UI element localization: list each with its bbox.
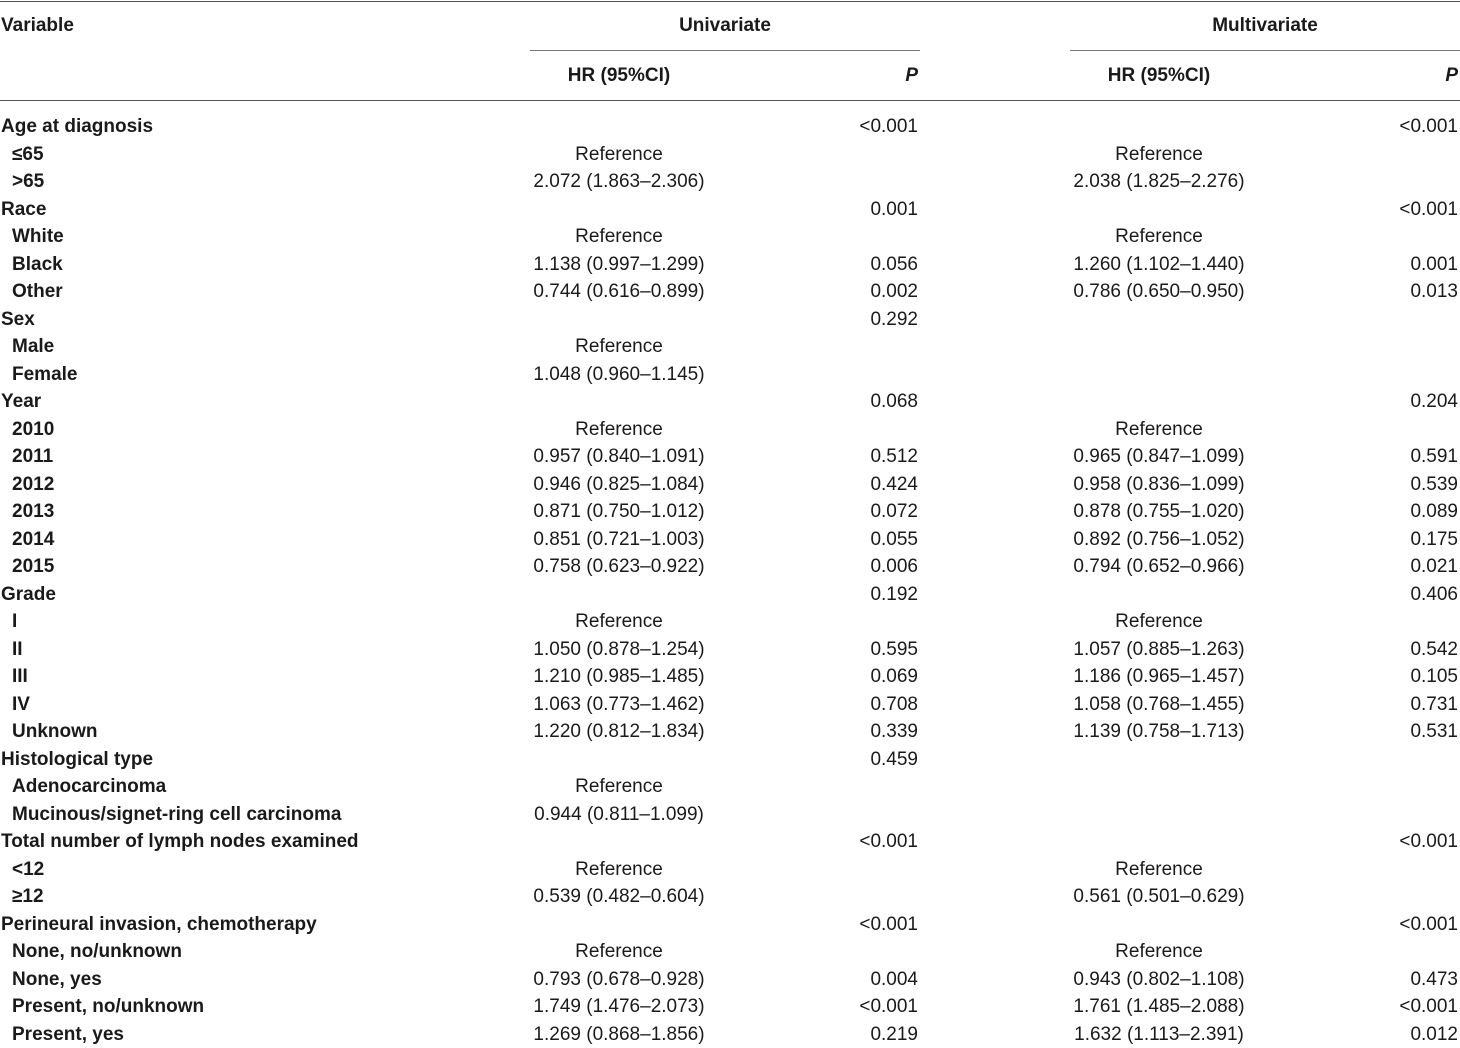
header-uni-p: P <box>905 65 918 87</box>
table-row <box>0 663 1460 691</box>
row-label: III <box>12 663 28 691</box>
univariate-group-rule <box>530 50 920 51</box>
univariate-hr-cell: Reference <box>530 856 708 884</box>
univariate-p-cell: 0.424 <box>870 471 918 499</box>
multivariate-hr-cell: 1.186 (0.965–1.457) <box>1070 663 1248 691</box>
multivariate-hr-cell: 0.943 (0.802–1.108) <box>1070 966 1248 994</box>
univariate-hr-cell: Reference <box>530 773 708 801</box>
multivariate-hr-cell: 0.878 (0.755–1.020) <box>1070 498 1248 526</box>
univariate-p-cell: 0.339 <box>870 718 918 746</box>
table-row <box>0 608 1460 636</box>
table-row <box>0 938 1460 966</box>
row-label: Total number of lymph nodes examined <box>1 828 359 856</box>
table-row <box>0 883 1460 911</box>
table-row <box>0 196 1460 224</box>
multivariate-hr-cell: Reference <box>1070 141 1248 169</box>
univariate-hr-cell: Reference <box>530 938 708 966</box>
univariate-hr-cell: 1.063 (0.773–1.462) <box>530 691 708 719</box>
row-label: ≥12 <box>12 883 44 911</box>
univariate-p-cell: 0.002 <box>870 278 918 306</box>
univariate-p-cell: 0.004 <box>870 966 918 994</box>
table-row <box>0 361 1460 389</box>
multivariate-p-cell: 0.204 <box>1410 388 1458 416</box>
multivariate-p-cell: 0.731 <box>1410 691 1458 719</box>
multivariate-p-cell: <0.001 <box>1399 828 1458 856</box>
row-label: II <box>12 636 23 664</box>
univariate-hr-cell: 1.269 (0.868–1.856) <box>530 1021 708 1048</box>
header-univariate: Univariate <box>530 15 920 37</box>
table-row <box>0 773 1460 801</box>
multivariate-hr-cell: Reference <box>1070 938 1248 966</box>
table-row <box>0 856 1460 884</box>
row-label: 2012 <box>12 471 54 499</box>
multivariate-p-cell: 0.089 <box>1410 498 1458 526</box>
univariate-hr-cell: 0.744 (0.616–0.899) <box>530 278 708 306</box>
univariate-p-cell: 0.292 <box>870 306 918 334</box>
row-label: None, yes <box>12 966 102 994</box>
multivariate-hr-cell: 0.965 (0.847–1.099) <box>1070 443 1248 471</box>
row-label: ≤65 <box>12 141 44 169</box>
row-label: Adenocarcinoma <box>12 773 166 801</box>
table-row <box>0 718 1460 746</box>
univariate-p-cell: 0.069 <box>870 663 918 691</box>
univariate-hr-cell: 0.851 (0.721–1.003) <box>530 526 708 554</box>
header-variable: Variable <box>1 15 74 37</box>
table-row <box>0 306 1460 334</box>
table-row <box>0 911 1460 939</box>
univariate-p-cell: <0.001 <box>859 993 918 1021</box>
multivariate-p-cell: 0.591 <box>1410 443 1458 471</box>
multivariate-p-cell: 0.542 <box>1410 636 1458 664</box>
univariate-hr-cell: 0.793 (0.678–0.928) <box>530 966 708 994</box>
table-top-rule <box>0 1 1460 2</box>
multivariate-hr-cell: Reference <box>1070 223 1248 251</box>
univariate-p-cell: 0.055 <box>870 526 918 554</box>
table-row <box>0 251 1460 279</box>
multivariate-group-rule <box>1070 50 1460 51</box>
row-label: Other <box>12 278 63 306</box>
univariate-p-cell: 0.459 <box>870 746 918 774</box>
row-label: 2010 <box>12 416 54 444</box>
table-row <box>0 993 1460 1021</box>
multivariate-hr-cell: 1.260 (1.102–1.440) <box>1070 251 1248 279</box>
univariate-hr-cell: 1.220 (0.812–1.834) <box>530 718 708 746</box>
table-row <box>0 746 1460 774</box>
header-multi-p: P <box>1445 65 1458 87</box>
univariate-hr-cell: 0.944 (0.811–1.099) <box>530 801 708 829</box>
multivariate-p-cell: 0.539 <box>1410 471 1458 499</box>
univariate-hr-cell: 2.072 (1.863–2.306) <box>530 168 708 196</box>
table-row <box>0 113 1460 141</box>
multivariate-p-cell: 0.531 <box>1410 718 1458 746</box>
univariate-hr-cell: Reference <box>530 223 708 251</box>
row-label: Histological type <box>1 746 153 774</box>
univariate-p-cell: <0.001 <box>859 828 918 856</box>
univariate-p-cell: <0.001 <box>859 113 918 141</box>
table-row <box>0 801 1460 829</box>
header-multi-hr: HR (95%CI) <box>1070 65 1248 87</box>
row-label: Male <box>12 333 54 361</box>
multivariate-hr-cell: 0.958 (0.836–1.099) <box>1070 471 1248 499</box>
table-row <box>0 388 1460 416</box>
multivariate-p-cell: <0.001 <box>1399 993 1458 1021</box>
univariate-hr-cell: Reference <box>530 608 708 636</box>
table-row <box>0 223 1460 251</box>
univariate-p-cell: 0.006 <box>870 553 918 581</box>
row-label: White <box>12 223 64 251</box>
multivariate-hr-cell: 1.058 (0.768–1.455) <box>1070 691 1248 719</box>
table-row <box>0 636 1460 664</box>
table-row <box>0 443 1460 471</box>
table-row <box>0 471 1460 499</box>
row-label: Female <box>12 361 77 389</box>
row-label: Grade <box>1 581 56 609</box>
row-label: <12 <box>12 856 44 884</box>
univariate-p-cell: 0.512 <box>870 443 918 471</box>
univariate-p-cell: 0.708 <box>870 691 918 719</box>
univariate-hr-cell: 1.050 (0.878–1.254) <box>530 636 708 664</box>
table-row <box>0 828 1460 856</box>
multivariate-hr-cell: 1.139 (0.758–1.713) <box>1070 718 1248 746</box>
univariate-hr-cell: 0.758 (0.623–0.922) <box>530 553 708 581</box>
row-label: Perineural invasion, chemotherapy <box>1 911 317 939</box>
multivariate-hr-cell: Reference <box>1070 416 1248 444</box>
header-uni-hr: HR (95%CI) <box>530 65 708 87</box>
multivariate-hr-cell: 2.038 (1.825–2.276) <box>1070 168 1248 196</box>
univariate-p-cell: <0.001 <box>859 911 918 939</box>
univariate-hr-cell: 0.871 (0.750–1.012) <box>530 498 708 526</box>
table-row <box>0 553 1460 581</box>
row-label: I <box>12 608 17 636</box>
multivariate-p-cell: <0.001 <box>1399 196 1458 224</box>
table-row <box>0 966 1460 994</box>
univariate-p-cell: 0.056 <box>870 251 918 279</box>
table-row <box>0 526 1460 554</box>
multivariate-p-cell: <0.001 <box>1399 911 1458 939</box>
multivariate-p-cell: <0.001 <box>1399 113 1458 141</box>
multivariate-p-cell: 0.013 <box>1410 278 1458 306</box>
multivariate-p-cell: 0.473 <box>1410 966 1458 994</box>
row-label: 2013 <box>12 498 54 526</box>
row-label: None, no/unknown <box>12 938 182 966</box>
table-row <box>0 141 1460 169</box>
row-label: Race <box>1 196 46 224</box>
univariate-p-cell: 0.001 <box>870 196 918 224</box>
table-row <box>0 498 1460 526</box>
univariate-hr-cell: 1.749 (1.476–2.073) <box>530 993 708 1021</box>
univariate-hr-cell: 0.946 (0.825–1.084) <box>530 471 708 499</box>
univariate-hr-cell: Reference <box>530 416 708 444</box>
multivariate-p-cell: 0.105 <box>1410 663 1458 691</box>
univariate-p-cell: 0.595 <box>870 636 918 664</box>
row-label: Present, no/unknown <box>12 993 204 1021</box>
multivariate-hr-cell: Reference <box>1070 856 1248 884</box>
multivariate-hr-cell: 1.057 (0.885–1.263) <box>1070 636 1248 664</box>
multivariate-p-cell: 0.175 <box>1410 526 1458 554</box>
header-multivariate: Multivariate <box>1070 15 1460 37</box>
row-label: 2014 <box>12 526 54 554</box>
multivariate-hr-cell: 0.786 (0.650–0.950) <box>1070 278 1248 306</box>
row-label: Present, yes <box>12 1021 124 1048</box>
row-label: IV <box>12 691 30 719</box>
multivariate-p-cell: 0.021 <box>1410 553 1458 581</box>
row-label: Year <box>1 388 41 416</box>
univariate-hr-cell: Reference <box>530 141 708 169</box>
multivariate-hr-cell: 1.761 (1.485–2.088) <box>1070 993 1248 1021</box>
row-label: >65 <box>12 168 44 196</box>
table-header-rule <box>0 100 1460 101</box>
univariate-hr-cell: 0.539 (0.482–0.604) <box>530 883 708 911</box>
multivariate-hr-cell: 0.794 (0.652–0.966) <box>1070 553 1248 581</box>
univariate-p-cell: 0.192 <box>870 581 918 609</box>
table-row <box>0 691 1460 719</box>
multivariate-hr-cell: 1.632 (1.113–2.391) <box>1070 1021 1248 1048</box>
multivariate-hr-cell: Reference <box>1070 608 1248 636</box>
univariate-hr-cell: 0.957 (0.840–1.091) <box>530 443 708 471</box>
table-row <box>0 168 1460 196</box>
univariate-p-cell: 0.219 <box>870 1021 918 1048</box>
table-row <box>0 278 1460 306</box>
multivariate-p-cell: 0.001 <box>1410 251 1458 279</box>
row-label: Black <box>12 251 63 279</box>
row-label: 2015 <box>12 553 54 581</box>
univariate-hr-cell: 1.210 (0.985–1.485) <box>530 663 708 691</box>
table-row <box>0 581 1460 609</box>
table-row <box>0 333 1460 361</box>
row-label: Sex <box>1 306 35 334</box>
univariate-p-cell: 0.068 <box>870 388 918 416</box>
univariate-hr-cell: 1.138 (0.997–1.299) <box>530 251 708 279</box>
row-label: 2011 <box>12 443 53 471</box>
univariate-hr-cell: Reference <box>530 333 708 361</box>
multivariate-hr-cell: 0.561 (0.501–0.629) <box>1070 883 1248 911</box>
multivariate-p-cell: 0.012 <box>1410 1021 1458 1048</box>
table-row <box>0 416 1460 444</box>
row-label: Age at diagnosis <box>1 113 153 141</box>
univariate-p-cell: 0.072 <box>870 498 918 526</box>
row-label: Mucinous/signet-ring cell carcinoma <box>12 801 341 829</box>
multivariate-p-cell: 0.406 <box>1410 581 1458 609</box>
row-label: Unknown <box>12 718 98 746</box>
univariate-hr-cell: 1.048 (0.960–1.145) <box>530 361 708 389</box>
multivariate-hr-cell: 0.892 (0.756–1.052) <box>1070 526 1248 554</box>
